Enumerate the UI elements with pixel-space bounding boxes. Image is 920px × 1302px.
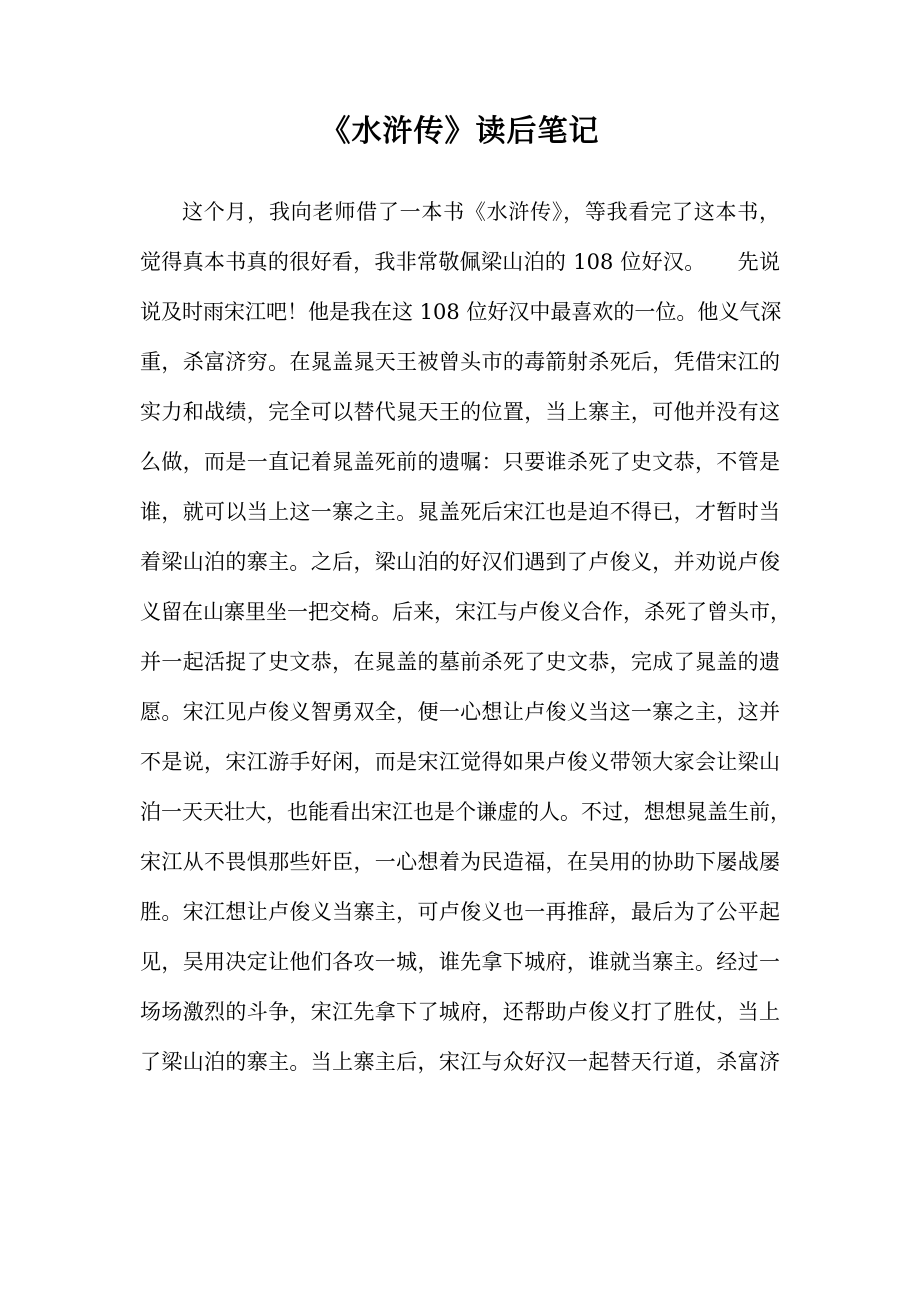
- text-line: 场场激烈的斗争，宋江先拿下了城府，还帮助卢俊义打了胜仗，当上: [140, 1000, 780, 1024]
- text-line: 着梁山泊的寨主。之后，梁山泊的好汉们遇到了卢俊义，并劝说卢俊: [140, 550, 780, 574]
- text-line: 愿。宋江见卢俊义智勇双全，便一心想让卢俊义当这一寨之主，这并: [140, 700, 780, 724]
- text-line: 谁，就可以当上这一寨之主。晁盖死后宋江也是迫不得已，才暂时当: [140, 500, 780, 524]
- text-line: 宋江从不畏惧那些奸臣，一心想着为民造福，在吴用的协助下屡战屡: [140, 850, 780, 874]
- text-line: 了梁山泊的寨主。当上寨主后，宋江与众好汉一起替天行道，杀富济: [140, 1050, 780, 1074]
- text-line: 义留在山寨里坐一把交椅。后来，宋江与卢俊义合作，杀死了曾头市，: [140, 600, 791, 624]
- body-paragraph: [140, 187, 791, 1087]
- text-line: 说及时雨宋江吧！他是我在这 108 位好汉中最喜欢的一位。他义气深: [140, 300, 782, 324]
- document-title: 《水浒传》读后笔记: [320, 114, 600, 149]
- text-line: 泊一天天壮大，也能看出宋江也是个谦虚的人。不过，想想晁盖生前，: [140, 800, 791, 824]
- text-line: 实力和战绩，完全可以替代晁天王的位置，当上寨主，可他并没有这: [140, 400, 780, 424]
- text-line: 见，吴用决定让他们各攻一城，谁先拿下城府，谁就当寨主。经过一: [140, 950, 780, 974]
- text-line: 并一起活捉了史文恭，在晁盖的墓前杀死了史文恭，完成了晁盖的遗: [140, 650, 780, 674]
- text-line: 么做，而是一直记着晁盖死前的遗嘱：只要谁杀死了史文恭，不管是: [140, 450, 780, 474]
- text-line: 重，杀富济穷。在晁盖晁天王被曾头市的毒箭射杀死后，凭借宋江的: [140, 350, 780, 374]
- text-line: 这个月，我向老师借了一本书《水浒传》，等我看完了这本书，: [182, 200, 780, 224]
- text-line: 胜。宋江想让卢俊义当寨主，可卢俊义也一再推辞，最后为了公平起: [140, 900, 780, 924]
- text-line: 觉得真本书真的很好看，我非常敬佩梁山泊的 108 位好汉。 先说: [140, 250, 780, 274]
- text-line: 不是说，宋江游手好闲，而是宋江觉得如果卢俊义带领大家会让梁山: [140, 750, 780, 774]
